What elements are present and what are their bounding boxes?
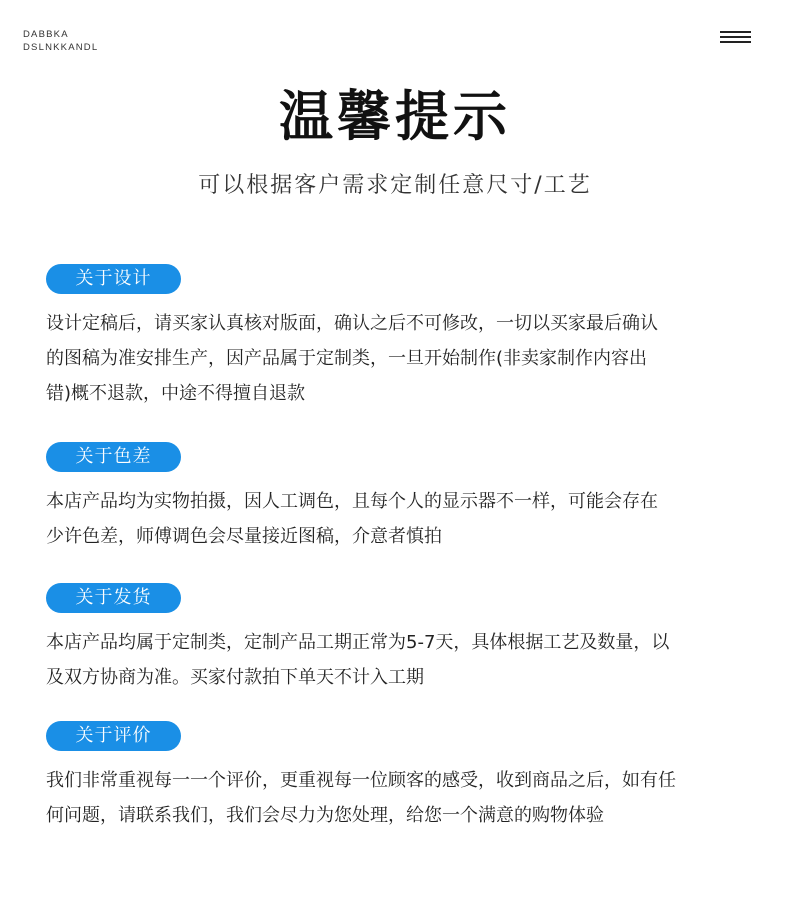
text-line: 我们非常重视每一一个评价，更重视每一位顾客的感受，收到商品之后，如有任 [46, 770, 676, 791]
section-text-shipping [46, 625, 756, 695]
section-design [46, 264, 756, 411]
brand-line-1: DABBKA [23, 29, 69, 40]
section-badge-shipping: 关于发货 [46, 583, 181, 613]
text-line: 何问题，请联系我们，我们会尽力为您处理，给您一个满意的购物体验 [46, 805, 604, 826]
section-badge-color-difference: 关于色差 [46, 442, 181, 472]
section-color-difference [46, 442, 756, 554]
section-shipping [46, 583, 756, 695]
section-review [46, 721, 756, 833]
section-badge-review: 关于评价 [46, 721, 181, 751]
section-badge-design: 关于设计 [46, 264, 181, 294]
page-subtitle: 可以根据客户需求定制任意尺寸/工艺 [198, 173, 592, 198]
text-line: 的图稿为准安排生产，因产品属于定制类，一旦开始制作(非卖家制作内容出 [46, 348, 648, 369]
brand-logo [23, 28, 98, 54]
text-line: 本店产品均为实物拍摄，因人工调色，且每个人的显示器不一样，可能会存在 [46, 491, 658, 512]
text-line: 设计定稿后，请买家认真核对版面，确认之后不可修改，一切以买家最后确认 [46, 313, 658, 334]
page-title: 温馨提示 [279, 85, 511, 148]
section-text-color-difference [46, 484, 756, 554]
text-line: 及双方协商为准。买家付款拍下单天不计入工期 [46, 667, 424, 688]
brand-line-2: DSLNKKANDL [23, 42, 99, 53]
section-text-design [46, 306, 756, 411]
text-line: 少许色差，师傅调色会尽量接近图稿，介意者慎拍 [46, 526, 442, 547]
text-line: 本店产品均属于定制类，定制产品工期正常为5-7天，具体根据工艺及数量，以 [46, 632, 670, 653]
hamburger-menu-icon[interactable] [720, 31, 751, 45]
text-line: 错)概不退款，中途不得擅自退款 [46, 383, 306, 404]
section-text-review [46, 763, 756, 833]
